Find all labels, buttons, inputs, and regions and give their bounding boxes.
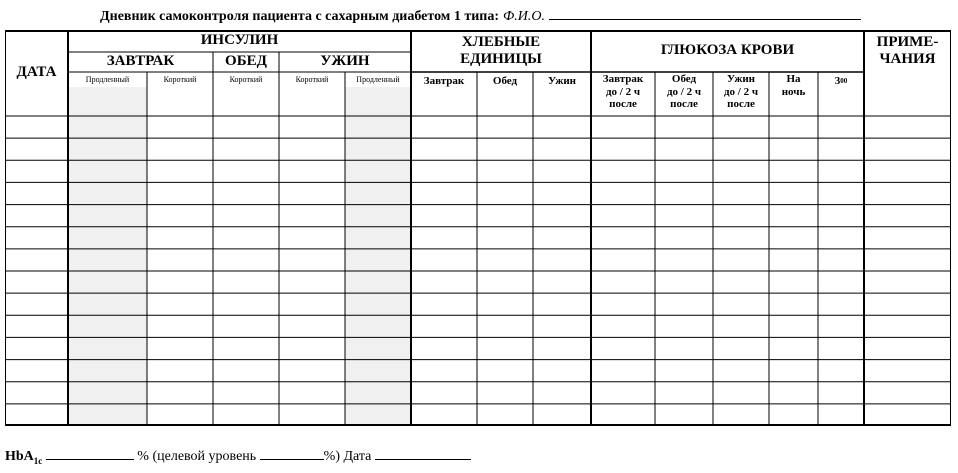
glucose-col-night-l1: На [786,73,801,85]
table-cell[interactable] [477,160,533,182]
glucose-header: ГЛЮКОЗА КРОВИ [660,42,795,59]
table-cell[interactable] [477,382,533,404]
hba-value-field[interactable] [46,446,134,460]
table-cell[interactable] [5,315,68,337]
table-cell[interactable] [213,360,279,382]
table-cell[interactable] [5,360,68,382]
table-cell[interactable] [147,404,213,426]
table-cell[interactable] [5,205,68,227]
table-cell[interactable] [713,360,769,382]
glucose-col-lunch [655,73,713,116]
glucose-col-dinner-l3: после [727,98,755,111]
table-cell[interactable] [68,271,147,293]
table-cell[interactable] [864,182,951,204]
table-cell[interactable] [655,116,713,138]
table-cell[interactable] [213,404,279,426]
table-cell[interactable] [864,116,951,138]
table-cell[interactable] [68,160,147,182]
table-cell[interactable] [5,293,68,315]
date-value-field[interactable] [375,446,471,460]
table-cell[interactable] [68,205,147,227]
notes-line1: ПРИМЕ- [876,33,939,50]
table-cell[interactable] [769,116,818,138]
table-cell[interactable] [411,116,477,138]
table-cell[interactable] [818,293,864,315]
glucose-col-lunch-l3: после [670,98,698,111]
insulin-header: ИНСУЛИН [200,32,279,49]
table-cell[interactable] [655,271,713,293]
table-cell[interactable] [864,360,951,382]
target-label: % (целевой уровень [137,449,257,464]
table-cell[interactable] [818,382,864,404]
table-cell[interactable] [477,271,533,293]
table-cell[interactable] [769,227,818,249]
table-cell[interactable] [655,138,713,160]
table-cell[interactable] [411,249,477,271]
bread-col-dinner: Ужин [547,74,577,87]
table-cell[interactable] [345,404,411,426]
table-cell[interactable] [864,293,951,315]
table-cell[interactable] [68,116,147,138]
table-cell[interactable] [213,160,279,182]
table-cell[interactable] [477,315,533,337]
table-cell[interactable] [411,138,477,160]
glucose-col-breakfast-l2: до / 2 ч [605,85,641,98]
table-cell[interactable] [147,205,213,227]
table-cell[interactable] [345,138,411,160]
table-cell[interactable] [477,249,533,271]
insulin-col-1: Продленный [85,75,130,85]
table-cell[interactable] [345,382,411,404]
glucose-3am-sup: 00 [840,76,848,85]
table-cell[interactable] [769,404,818,426]
table-cell[interactable] [864,271,951,293]
table-cell[interactable] [345,182,411,204]
table-cell[interactable] [818,116,864,138]
table-cell[interactable] [279,138,345,160]
table-cell[interactable] [818,249,864,271]
table-cell[interactable] [147,160,213,182]
glucose-col-dinner-l1: Ужин [726,73,756,85]
fio-label: Ф.И.О. [503,9,545,24]
table-cell[interactable] [591,360,655,382]
table-cell[interactable] [769,360,818,382]
table-cell[interactable] [345,271,411,293]
table-cell[interactable] [591,182,655,204]
table-cell[interactable] [213,116,279,138]
table-cell[interactable] [213,249,279,271]
fio-line[interactable] [549,5,861,20]
table-cell[interactable] [818,160,864,182]
table-cell[interactable] [533,182,591,204]
table-cell[interactable] [5,160,68,182]
table-cell[interactable] [533,138,591,160]
table-cell[interactable] [713,404,769,426]
table-cell[interactable] [591,404,655,426]
table-cell[interactable] [477,116,533,138]
table-cell[interactable] [769,271,818,293]
notes-header [864,30,951,72]
table-cell[interactable] [864,337,951,359]
table-cell[interactable] [533,116,591,138]
table-cell[interactable] [655,315,713,337]
table-cell[interactable] [147,293,213,315]
insulin-dinner-header: УЖИН [320,53,370,70]
table-cell[interactable] [345,227,411,249]
table-cell[interactable] [713,116,769,138]
table-cell[interactable] [5,249,68,271]
table-cell[interactable] [477,337,533,359]
glucose-3am-base: 3 [834,74,841,87]
target-value-field[interactable] [260,446,324,460]
table-cell[interactable] [818,205,864,227]
table-cell[interactable] [279,116,345,138]
glucose-col-breakfast [591,73,655,116]
table-cell[interactable] [864,138,951,160]
table-cell[interactable] [147,182,213,204]
table-cell[interactable] [533,382,591,404]
table-cell[interactable] [864,205,951,227]
table-cell[interactable] [345,205,411,227]
table-cell[interactable] [411,205,477,227]
table-cell[interactable] [655,382,713,404]
table-cell[interactable] [477,404,533,426]
glucose-col-lunch-l1: Обед [671,73,697,85]
table-cell[interactable] [279,227,345,249]
table-cell[interactable] [411,271,477,293]
bread-col-lunch: Обед [492,74,518,87]
insulin-col-4: Короткий [295,75,329,85]
table-cell[interactable] [477,293,533,315]
hba-label [5,449,42,464]
table-cell[interactable] [147,271,213,293]
table-cell[interactable] [345,337,411,359]
table-cell[interactable] [818,138,864,160]
table-cell[interactable] [279,404,345,426]
table-cell[interactable] [68,182,147,204]
table-cell[interactable] [655,160,713,182]
table-cell[interactable] [147,382,213,404]
table-cell[interactable] [279,293,345,315]
table-cell[interactable] [591,160,655,182]
table-cell[interactable] [68,404,147,426]
table-cell[interactable] [591,293,655,315]
table-cell[interactable] [533,337,591,359]
date-header: ДАТА [16,64,57,81]
table-cell[interactable] [713,293,769,315]
table-cell[interactable] [213,271,279,293]
table-cell[interactable] [655,293,713,315]
table-cell[interactable] [713,138,769,160]
table-cell[interactable] [5,116,68,138]
table-cell[interactable] [477,360,533,382]
table-cell[interactable] [655,360,713,382]
table-cell[interactable] [713,227,769,249]
table-cell[interactable] [864,227,951,249]
table-cell[interactable] [591,271,655,293]
glucose-col-dinner-l2: до / 2 ч [723,85,759,98]
table-cell[interactable] [345,116,411,138]
table-cell[interactable] [345,360,411,382]
table-cell[interactable] [769,249,818,271]
table-cell[interactable] [591,138,655,160]
table-cell[interactable] [279,160,345,182]
table-cell[interactable] [213,293,279,315]
hba-text: HbA [5,449,34,464]
table-cell[interactable] [477,138,533,160]
insulin-lunch-header: ОБЕД [225,53,267,70]
table-cell[interactable] [68,227,147,249]
glucose-col-night-l2: ночь [781,85,806,98]
table-cell[interactable] [411,360,477,382]
glucose-col-lunch-l2: до / 2 ч [666,85,702,98]
table-cell[interactable] [345,160,411,182]
table-cell[interactable] [591,227,655,249]
table-cell[interactable] [818,337,864,359]
bread-units-line1: ХЛЕБНЫЕ [461,33,541,50]
table-cell[interactable] [213,138,279,160]
table-cell[interactable] [68,138,147,160]
table-cell[interactable] [713,315,769,337]
table-cell[interactable] [713,249,769,271]
table-cell[interactable] [591,382,655,404]
table-cell[interactable] [68,315,147,337]
table-cell[interactable] [5,382,68,404]
table-cell[interactable] [279,249,345,271]
hba-sub: 1c [33,455,43,466]
diary-title [100,5,861,25]
glucose-col-3am [818,73,864,89]
insulin-col-3: Короткий [229,75,263,85]
table-cell[interactable] [769,160,818,182]
table-cell[interactable] [533,404,591,426]
table-cell[interactable] [591,337,655,359]
title-text: Дневник самоконтроля пациента с сахарным диабетом 1 типа: [100,9,500,24]
insulin-breakfast-header: ЗАВТРАК [106,53,175,70]
table-cell[interactable] [818,360,864,382]
table-cell[interactable] [769,138,818,160]
table-cell[interactable] [5,404,68,426]
table-cell[interactable] [769,205,818,227]
table-cell[interactable] [147,337,213,359]
table-cell[interactable] [411,404,477,426]
diary-table [5,30,951,426]
table-cell[interactable] [147,249,213,271]
table-cell[interactable] [477,182,533,204]
table-cell[interactable] [411,160,477,182]
table-cell[interactable] [769,382,818,404]
table-cell[interactable] [713,182,769,204]
table-cell[interactable] [477,205,533,227]
date-label: %) Дата [323,449,372,464]
table-cell[interactable] [655,404,713,426]
table-cell[interactable] [818,182,864,204]
table-cell[interactable] [411,227,477,249]
bread-units-header [411,30,591,72]
table-cell[interactable] [279,360,345,382]
table-cell[interactable] [591,249,655,271]
table-cell[interactable] [533,360,591,382]
table-cell[interactable] [769,315,818,337]
table-cell[interactable] [713,205,769,227]
table-cell[interactable] [769,293,818,315]
table-cell[interactable] [864,315,951,337]
table-cell[interactable] [411,382,477,404]
table-cell[interactable] [533,315,591,337]
table-cell[interactable] [533,227,591,249]
table-cell[interactable] [655,227,713,249]
table-cell[interactable] [533,271,591,293]
table-cell[interactable] [864,404,951,426]
table-cell[interactable] [864,382,951,404]
table-cell[interactable] [655,182,713,204]
table-cell[interactable] [5,337,68,359]
table-cell[interactable] [279,337,345,359]
table-cell[interactable] [864,249,951,271]
insulin-col-2: Короткий [163,75,197,85]
glucose-col-night [769,73,818,116]
table-cell[interactable] [279,182,345,204]
table-cell[interactable] [713,337,769,359]
glucose-col-breakfast-l1: Завтрак [602,73,644,85]
table-cell[interactable] [769,337,818,359]
table-cell[interactable] [411,337,477,359]
table-cell[interactable] [533,205,591,227]
table-cell[interactable] [818,404,864,426]
glucose-col-breakfast-l3: после [609,98,637,111]
table-cell[interactable] [5,182,68,204]
table-cell[interactable] [345,249,411,271]
table-cell[interactable] [411,293,477,315]
table-cell[interactable] [345,315,411,337]
table-cell[interactable] [533,249,591,271]
table-cell[interactable] [818,315,864,337]
table-cell[interactable] [411,315,477,337]
table-cell[interactable] [818,271,864,293]
table-cell[interactable] [345,293,411,315]
table-cell[interactable] [147,227,213,249]
table-cell[interactable] [213,315,279,337]
table-cell[interactable] [147,315,213,337]
table-cell[interactable] [68,293,147,315]
table-cell[interactable] [713,271,769,293]
table-cell[interactable] [477,227,533,249]
table-cell[interactable] [818,227,864,249]
table-cell[interactable] [68,360,147,382]
table-cell[interactable] [5,271,68,293]
table-cell[interactable] [147,360,213,382]
table-cell[interactable] [591,205,655,227]
table-cell[interactable] [655,337,713,359]
footer [5,446,471,466]
table-cell[interactable] [655,205,713,227]
table-cell[interactable] [864,160,951,182]
table-cell[interactable] [68,337,147,359]
insulin-col-5: Продленный [356,75,400,85]
table-cell[interactable] [68,249,147,271]
table-cell[interactable] [533,160,591,182]
glucose-col-dinner [713,73,769,116]
table-cell[interactable] [5,138,68,160]
table-cell[interactable] [213,182,279,204]
table-cell[interactable] [279,205,345,227]
table-cell[interactable] [713,382,769,404]
table-cell[interactable] [591,116,655,138]
table-cell[interactable] [713,160,769,182]
table-cell[interactable] [147,138,213,160]
table-cell[interactable] [213,205,279,227]
table-cell[interactable] [279,315,345,337]
table-cell[interactable] [411,182,477,204]
bread-units-line2: ЕДИНИЦЫ [460,51,542,67]
table-cell[interactable] [213,382,279,404]
table-cell[interactable] [5,227,68,249]
table-cell[interactable] [213,227,279,249]
table-cell[interactable] [213,337,279,359]
table-cell[interactable] [655,249,713,271]
table-cell[interactable] [68,382,147,404]
table-cell[interactable] [533,293,591,315]
bread-col-breakfast: Завтрак [423,74,465,87]
table-cell[interactable] [591,315,655,337]
notes-line2: ЧАНИЯ [879,51,936,67]
table-cell[interactable] [279,271,345,293]
table-cell[interactable] [147,116,213,138]
table-cell[interactable] [769,182,818,204]
table-cell[interactable] [279,382,345,404]
